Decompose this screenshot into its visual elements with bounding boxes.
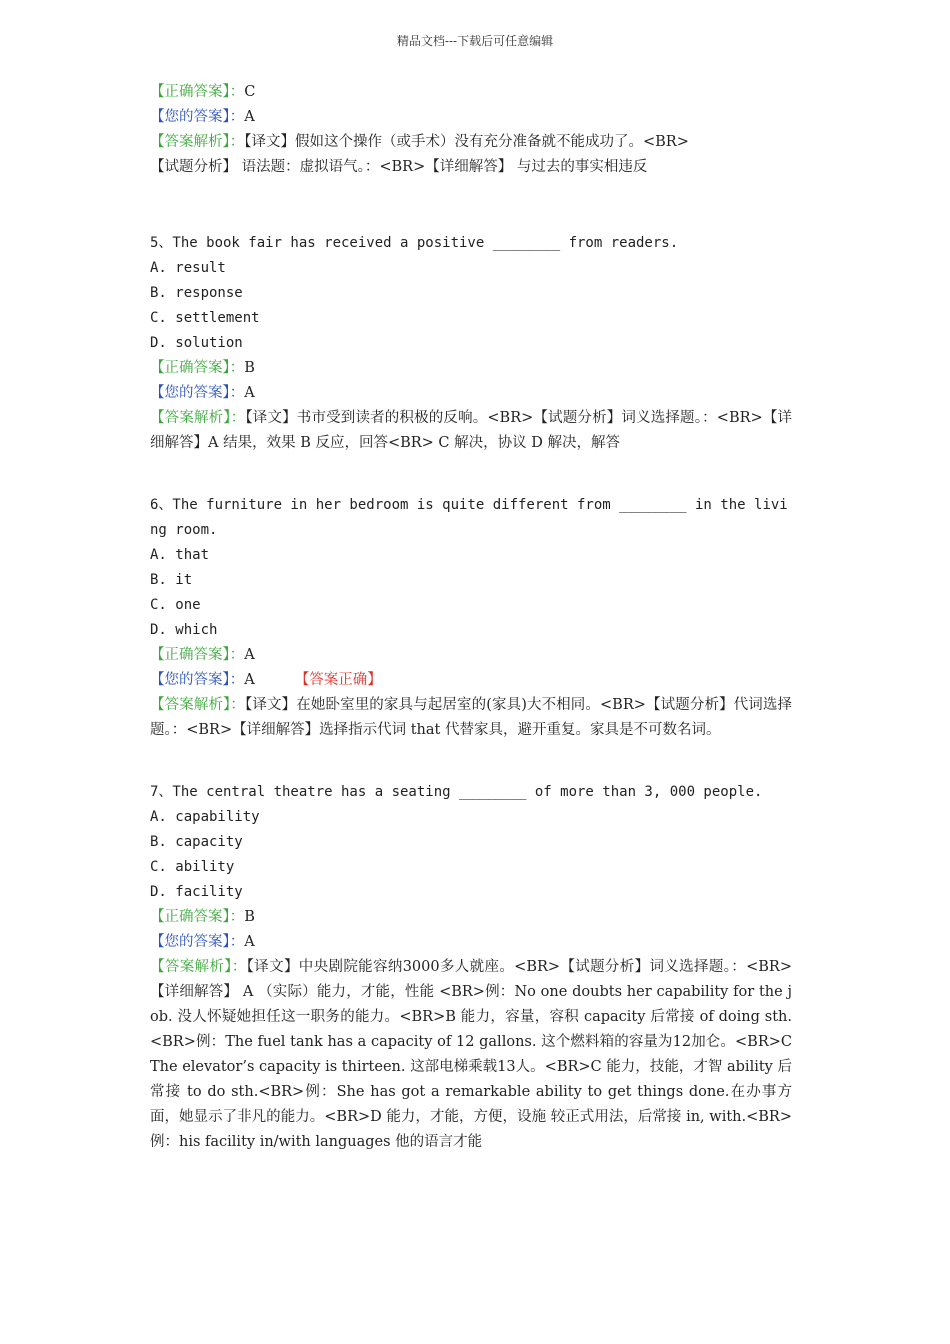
option-a: A. capability	[150, 809, 260, 825]
option-d: D. solution	[150, 335, 243, 351]
correct-answer-label: 【正确答案】：	[150, 360, 245, 376]
your-answer-label: 【您的答案】：	[150, 385, 245, 401]
option-c: C. ability	[150, 859, 235, 875]
question-stem: 5、The book fair has received a positive ________ from readers.	[150, 235, 679, 251]
correct-answer-line	[150, 356, 792, 381]
option-a: A. result	[150, 260, 226, 276]
option-c: C. settlement	[150, 310, 260, 326]
analysis-label: 【答案解析】：	[150, 134, 245, 150]
correct-answer-line	[150, 643, 792, 668]
question-block-prev	[150, 80, 792, 194]
analysis-continued-line: 【试题分析】 语法题：虚拟语气。：<BR>【详细解答】 与过去的事实相违反	[150, 159, 648, 175]
your-answer-line	[150, 668, 792, 693]
answer-correct-badge: 【答案正确】	[294, 672, 382, 688]
option-b: B. response	[150, 285, 243, 301]
correct-answer-value: C	[244, 84, 256, 100]
your-answer-value: A	[244, 672, 255, 688]
question-stem: 6、The furniture in her bedroom is quite different from ________ in the living room.	[150, 497, 788, 538]
correct-answer-value: A	[244, 647, 255, 663]
analysis-value: 【译文】在她卧室里的家具与起居室的(家具)大不相同。<BR>【试题分析】代词选择题。：<BR>【详细解答】选择指示代词 that 代替家具，避开重复。家具是不可数名词。	[150, 697, 793, 738]
your-answer-line	[150, 381, 792, 406]
your-answer-label: 【您的答案】：	[150, 934, 245, 950]
correct-answer-line	[150, 80, 792, 105]
analysis-line	[150, 130, 792, 155]
analysis-label: 【答案解析】：	[150, 410, 246, 426]
analysis-line	[150, 406, 792, 456]
your-answer-line	[150, 930, 792, 955]
page-header: 精品文档---下载后可任意编辑	[396, 34, 554, 48]
correct-answer-value: B	[244, 360, 255, 376]
question-stem: 7、The central theatre has a seating ________ of more than 3, 000 people.	[150, 784, 763, 800]
correct-answer-label: 【正确答案】：	[150, 84, 245, 100]
correct-answer-line	[150, 905, 792, 930]
your-answer-label: 【您的答案】：	[150, 109, 245, 125]
analysis-value: 【译文】假如这个操作（或手术）没有充分准备就不能成功了。<BR>	[244, 134, 689, 150]
question-block-6	[150, 493, 792, 743]
option-d: D. which	[150, 622, 218, 638]
option-a: A. that	[150, 547, 210, 563]
page-break-mark	[150, 180, 792, 194]
your-answer-line	[150, 105, 792, 130]
correct-answer-label: 【正确答案】：	[150, 909, 245, 925]
your-answer-label: 【您的答案】：	[150, 672, 245, 688]
correct-answer-value: B	[244, 909, 255, 925]
analysis-line	[150, 955, 792, 1155]
analysis-value: 【译文】书市受到读者的积极的反响。<BR>【试题分析】词义选择题。：<BR>【详细解答】A 结果，效果 B 反应，回答<BR> C 解决，协议 D 解决，解答	[150, 410, 792, 451]
option-b: B. capacity	[150, 834, 243, 850]
analysis-line	[150, 693, 792, 743]
correct-answer-label: 【正确答案】：	[150, 647, 245, 663]
your-answer-value: A	[244, 109, 255, 125]
analysis-label: 【答案解析】：	[150, 697, 246, 713]
your-answer-value: A	[244, 385, 255, 401]
option-b: B. it	[150, 572, 193, 588]
option-d: D. facility	[150, 884, 243, 900]
question-block-5	[150, 231, 792, 456]
analysis-value: 【译文】中央剧院能容纳3000多人就座。<BR>【试题分析】词义选择题。：<BR>【详细解答】 A （实际）能力，才能，性能 <BR>例：No one doubts her capability for the job. 没人怀疑她担任这一职务的能力。<BR>B 能力，容量，容积 capacity 后常接 of doing sth.<BR>例：The fuel tank has a capacity of 12 gallons. 这个燃料箱的容量为12加仑。<BR>C The elevator’s capacity is thirteen. 这部电梯乘载13人。<BR>C 能力，技能，才智 ability 后常接 to do sth.<BR>例：She has got a remarkable ability to get things done.在办事方面，她显示了非凡的能力。<BR>D 能力，才能，方便，设施 较正式用法，后常接 in, with.<BR>例：his facility in/with languages 他的语言才能	[150, 959, 792, 1150]
your-answer-value: A	[244, 934, 255, 950]
option-c: C. one	[150, 597, 201, 613]
document-body	[150, 80, 792, 1155]
analysis-label: 【答案解析】：	[150, 959, 247, 975]
question-block-7	[150, 780, 792, 1155]
